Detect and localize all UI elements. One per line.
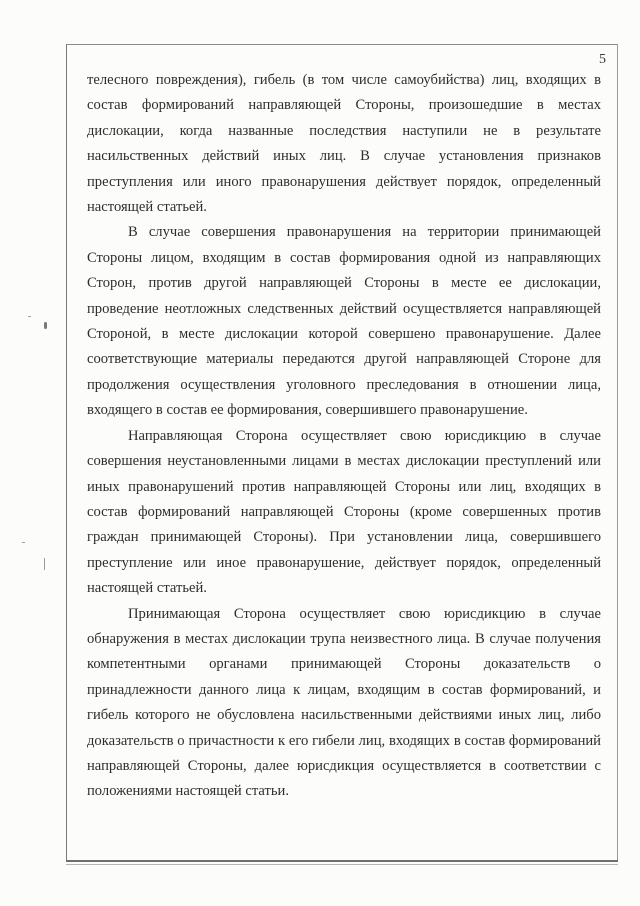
scan-speck [22,542,25,543]
paragraph-4: Принимающая Сторона осуществляет свою юрисдикцию в случае обнаружения в местах дислокации трупа неизвестного лица. В случае получения компетентными органами принимающей Стороны доказательств о принадлежности данного лица к лицам, входящим в состав формирований, и гибель которого не обусловлена насильственными действиями иных лиц, либо доказательств о причастности к его гибели лиц, входящих в состав формирований направляющей Стороны, далее юрисдикция осуществляется в соответствии с положениями настоящей статьи. [87,605,601,800]
page-frame-bottom [66,860,618,862]
paragraph-1: телесного повреждения), гибель (в том числе самоубийства) лиц, входящих в состав формирований направляющей Стороны, произошедшие в местах дислокации, когда названные последствия наступили не в результате насильственных действий иных лиц. В случае установления признаков преступления или иного правонарушения действует порядок, определенный настоящей статьей. [87,72,601,216]
scan-speck [44,322,47,329]
scan-speck [44,558,45,570]
paragraph-2: В случае совершения правонарушения на территории принимающей Стороны лицом, входящим в состав формирования одной из направляющих Сторон, против другой направляющей Стороны в месте ее дислокации, проведение неотложных следственных действий осуществляется направляющей Стороной, в месте дислокации которой совершено правонарушение. Далее соответствующие материалы передаются другой направляющей Стороне для продолжения осуществления уголовного преследования в отношении лица, входящего в состав ее формирования, совершившего правонарушение. [87,224,601,419]
page-number: 5 [599,52,606,67]
document-body [87,68,601,805]
scan-speck [28,316,31,317]
page-frame-left [66,44,67,862]
page-frame-bottom-shadow [66,864,618,865]
page-frame-right [617,44,618,862]
page-frame-top [66,44,618,45]
paragraph-3: Направляющая Сторона осуществляет свою юрисдикцию в случае совершения неустановленными лицами в местах дислокации преступлений или иных правонарушений против направляющей Стороны или лиц, входящих в состав формирований направляющей Стороны (кроме совершенных против граждан принимающей Стороны). При установлении лица, совершившего преступление или иное правонарушение, действует порядок, определенный настоящей статьей. [87,427,601,597]
